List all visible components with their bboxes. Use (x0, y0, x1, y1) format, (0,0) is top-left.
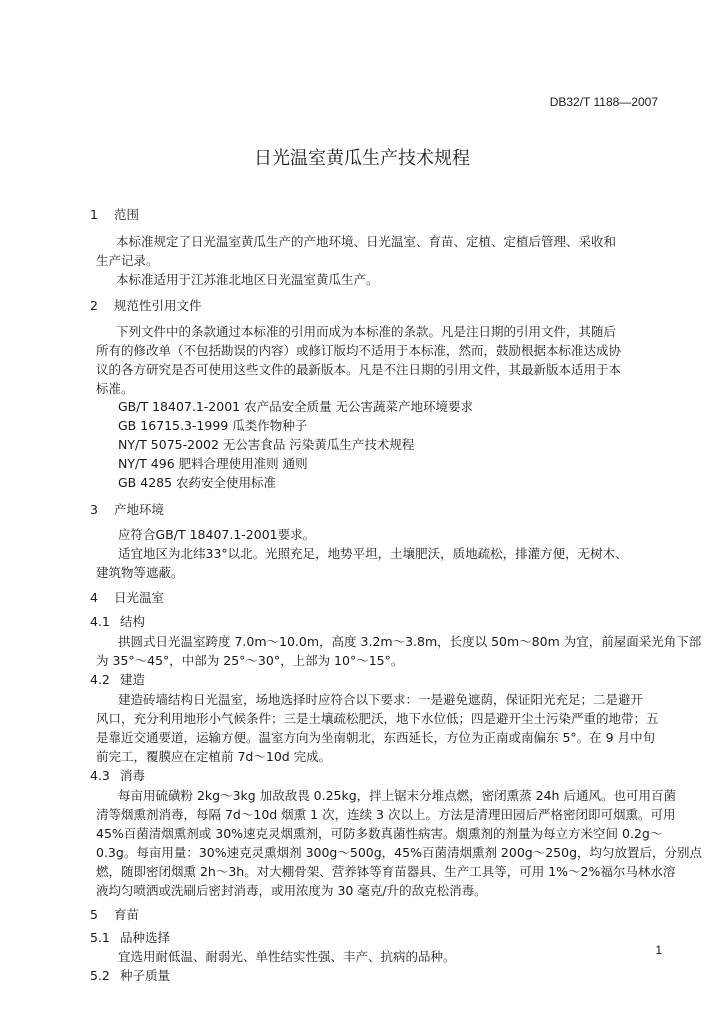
paragraph-line: 燃，随即密闭烟熏 2h～3h。对大棚骨架、营养钵等育苗器具、生产工具等，可用 1%～2%福尔马林水溶 (96, 864, 676, 879)
paragraph-line: 本标准适用于江苏淮北地区日光温室黄瓜生产。 (116, 272, 379, 287)
paragraph-line: 生产记录。 (96, 253, 159, 268)
subsection-title: 建造 (120, 672, 146, 687)
section-heading-4 (90, 588, 164, 608)
paragraph-line: 标准。 (96, 381, 134, 396)
normative-reference: NY/T 5075-2002 无公害食品 污染黄瓜生产技术规程 (118, 437, 415, 452)
paragraph-line: 风口，充分利用地形小气候条件；三是土壤疏松肥沃，地下水位低；四是避开尘土污染严重的地带；五 (96, 711, 659, 726)
paragraph-line: 所有的修改单（不包括勘误的内容）或修订版均不适用于本标准，然而，鼓励根据本标准达成协 (96, 343, 622, 358)
section-heading-1 (90, 205, 139, 225)
section-title: 育苗 (114, 907, 140, 922)
section-heading-5 (90, 905, 139, 925)
section-title: 范围 (114, 207, 140, 222)
normative-reference: GB 16715.3-1999 瓜类作物种子 (118, 418, 308, 433)
subsection-title: 种子质量 (120, 968, 171, 983)
subsection-heading-5-1 (90, 928, 170, 948)
paragraph-line: 每亩用硫磺粉 2kg～3kg 加敌敌畏 0.25kg，拌上锯末分堆点燃，密闭熏蒸 24h 后通风。也可用百菌 (118, 788, 676, 803)
subsection-number: 4.1 (90, 614, 110, 629)
paragraph-line: 为 35°～45°，中部为 25°～30°，上部为 10°～15°。 (96, 653, 404, 668)
page-number: 1 (655, 943, 662, 957)
paragraph-line: 宜选用耐低温、耐弱光、单性结实性强、丰产、抗病的品种。 (118, 949, 456, 964)
paragraph-line: 适宜地区为北纬33°以北。光照充足，地势平坦，土壤肥沃，质地疏松，排灌方便，无树木、 (118, 546, 628, 561)
section-number: 1 (90, 207, 98, 222)
subsection-heading-4-3 (90, 766, 145, 786)
section-number: 4 (90, 590, 98, 605)
page-title: 日光温室黄瓜生产技术规程 (254, 148, 470, 169)
section-title: 日光温室 (114, 590, 165, 605)
paragraph-line: 是靠近交通要道，运输方便。温室方向为坐南朝北，东西延长，方位为正南或南偏东 5°。在 9 月中旬 (96, 730, 656, 745)
paragraph-line: 液均匀喷洒或洗刷后密封消毒，或用浓度为 30 毫克/升的敌克松消毒。 (96, 883, 487, 898)
paragraph-line: 拱圆式日光温室跨度 7.0m～10.0m，高度 3.2m～3.8m，长度以 50m～80m 为宜，前屋面采光角下部 (118, 634, 702, 649)
subsection-title: 品种选择 (120, 930, 171, 945)
subsection-number: 5.1 (90, 930, 110, 945)
paragraph-line: 45%百菌清烟熏剂或 30%速克灵烟熏剂，可防多数真菌性病害。烟熏剂的剂量为每立方米空间 0.2g～ (96, 826, 663, 841)
section-heading-3 (90, 500, 164, 520)
subsection-heading-4-2 (90, 670, 145, 690)
subsection-number: 4.3 (90, 768, 110, 783)
paragraph-line: 本标准规定了日光温室黄瓜生产的产地环境、日光温室、育苗、定植、定植后管理、采收和 (116, 234, 617, 249)
normative-reference: NY/T 496 肥料合理使用准则 通则 (118, 456, 308, 471)
normative-reference: GB 4285 农药安全使用标准 (118, 475, 277, 490)
paragraph-line: 清等烟熏剂消毒，每隔 7d～10d 烟熏 1 次，连续 3 次以上。方法是清理田园后严格密闭即可烟熏。可用 (96, 807, 676, 822)
paragraph-line: 建筑物等遮蔽。 (96, 565, 184, 580)
section-title: 规范性引用文件 (114, 298, 202, 313)
subsection-title: 消毒 (120, 768, 146, 783)
subsection-number: 4.2 (90, 672, 110, 687)
normative-reference: GB/T 18407.1-2001 农产品安全质量 无公害蔬菜产地环境要求 (118, 399, 474, 414)
paragraph-line: 0.3g。每亩用量：30%速克灵熏烟剂 300g～500g，45%百菌清烟熏剂 200g～250g，均匀放置后，分别点 (96, 845, 703, 860)
section-number: 2 (90, 298, 98, 313)
section-number: 3 (90, 502, 98, 517)
paragraph-line: 议的各方研究是否可使用这些文件的最新版本。凡是不注日期的引用文件，其最新版本适用于本 (96, 362, 622, 377)
paragraph-line: 下列文件中的条款通过本标准的引用而成为本标准的条款。凡是注日期的引用文件，其随后 (116, 324, 617, 339)
section-number: 5 (90, 907, 98, 922)
section-heading-2 (90, 296, 202, 316)
subsection-heading-4-1 (90, 612, 145, 632)
subsection-heading-5-2 (90, 966, 170, 986)
paragraph-line: 建造砖墙结构日光温室，场地选择时应符合以下要求：一是避免遮荫，保证阳光充足；二是避开 (118, 692, 644, 707)
section-title: 产地环境 (114, 502, 165, 517)
subsection-number: 5.2 (90, 968, 110, 983)
paragraph-line: 前完工，覆膜应在定植前 7d～10d 完成。 (96, 749, 332, 764)
standard-code: DB32/T 1188—2007 (549, 95, 658, 109)
paragraph-line: 应符合GB/T 18407.1-2001要求。 (118, 527, 316, 542)
subsection-title: 结构 (120, 614, 146, 629)
